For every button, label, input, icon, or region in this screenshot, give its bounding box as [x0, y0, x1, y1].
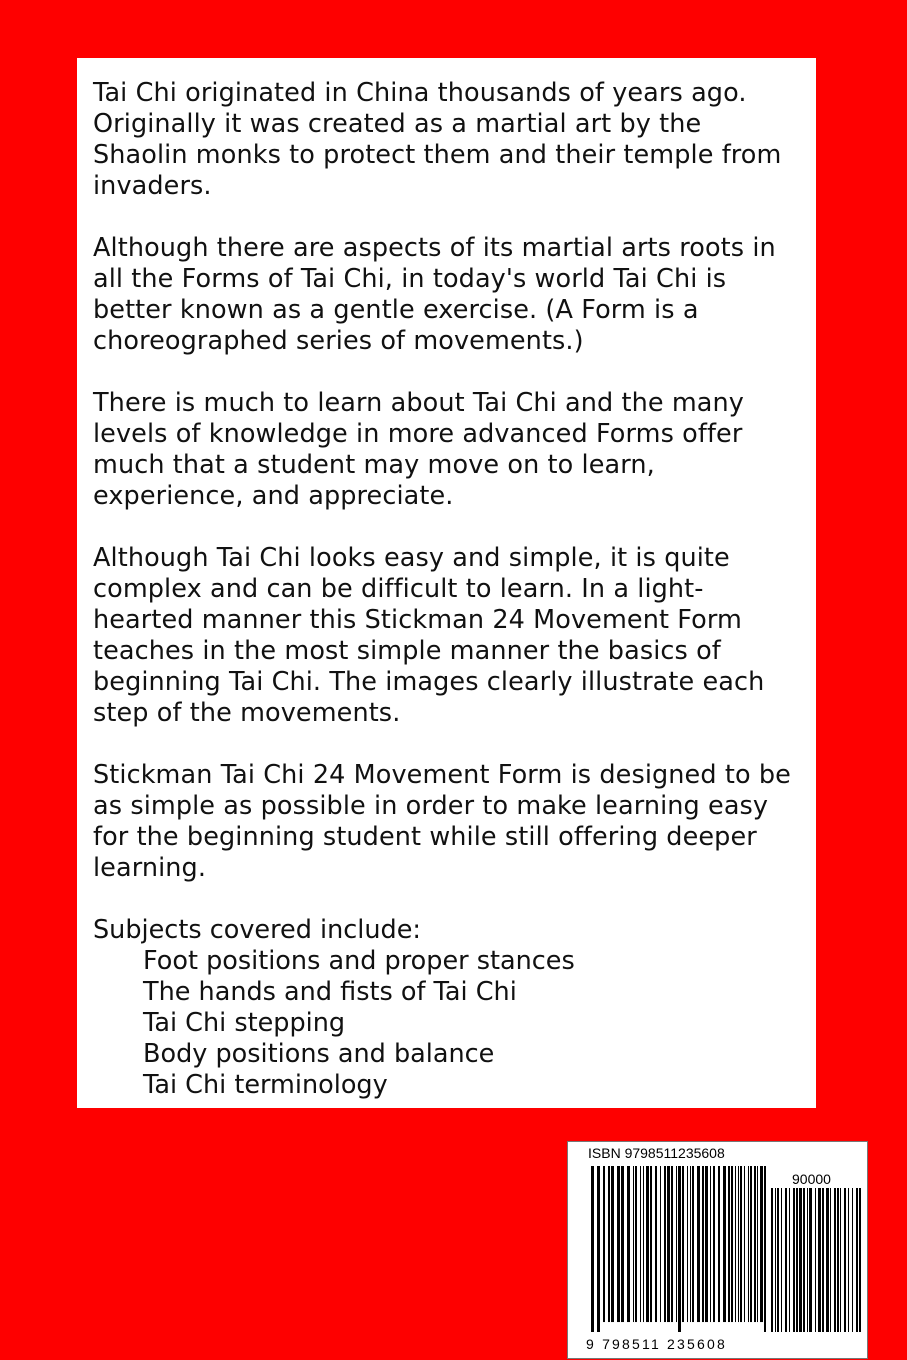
subject-item: Body positions and balance [143, 1039, 495, 1069]
description-panel [77, 58, 816, 1108]
price-code: 90000 [792, 1171, 831, 1187]
subject-item: Foot positions and proper stances [143, 946, 575, 976]
isbn-barcode [567, 1141, 868, 1359]
isbn-label: ISBN 9798511235608 [588, 1145, 725, 1161]
subjects-heading: Subjects covered include: [93, 915, 422, 945]
description-paragraph-1: Tai Chi originated in China thousands of years ago. Originally it was created as a martial art by the Shaolin monks to protect them and their temple from invaders. [93, 78, 782, 201]
barcode-addon-bars [771, 1188, 863, 1332]
barcode-bars [591, 1166, 767, 1332]
subjects-list [93, 946, 802, 1101]
barcode-digits: 9 798511 235608 [586, 1336, 727, 1352]
subject-item: Tai Chi terminology [143, 1070, 388, 1100]
subject-item: The hands and fists of Tai Chi [143, 977, 517, 1007]
description-paragraph-5: Stickman Tai Chi 24 Movement Form is designed to be as simple as possible in order to make learning easy for the beginning student while still offering deeper learning. [93, 760, 791, 883]
description-paragraph-2: Although there are aspects of its martial arts roots in all the Forms of Tai Chi, in today's world Tai Chi is better known as a gentle exercise. (A Form is a choreographed series of movements.) [93, 233, 776, 356]
subject-item: Tai Chi stepping [143, 1008, 346, 1038]
description-paragraph-3: There is much to learn about Tai Chi and the many levels of knowledge in more advanced Forms offer much that a student may move on to learn, experience, and appreciate. [93, 388, 744, 511]
description-paragraph-4: Although Tai Chi looks easy and simple, it is quite complex and can be difficult to learn. In a light-hearted manner this Stickman 24 Movement Form teaches in the most simple manner the basics of beginning Tai Chi. The images clearly illustrate each step of the movements. [93, 543, 765, 728]
